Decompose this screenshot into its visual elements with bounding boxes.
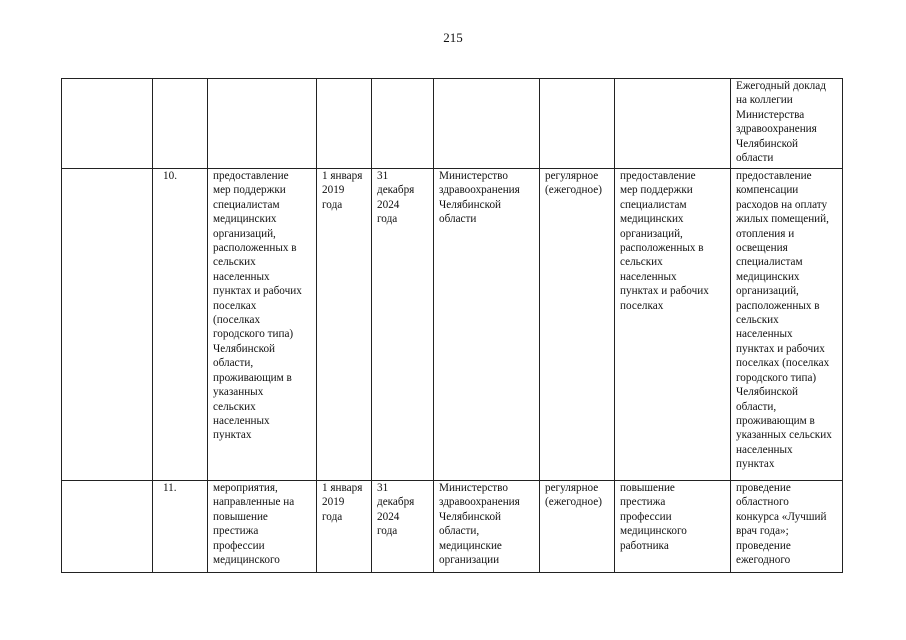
cell-text-line: освещения (736, 242, 788, 255)
cell-text-line: Челябинской (439, 198, 502, 211)
start-date-cell (317, 169, 372, 481)
cell-text-line: области, (439, 525, 480, 538)
cell-text-line: 2024 (377, 510, 400, 523)
cell-text-line: (ежегодное) (545, 496, 602, 509)
cell-text-line: расположенных в (620, 242, 704, 255)
cell-text-line: ежегодного (736, 554, 791, 567)
cell-text-line: Ежегодный доклад (736, 80, 826, 92)
cell-text-line: Министерство (439, 482, 508, 494)
cell-text-line: пунктах (213, 429, 252, 442)
cell-text-line: сельских (620, 256, 663, 269)
cell-text-line: Челябинской (736, 386, 799, 399)
result-cell (731, 481, 843, 573)
cell-text-line: предоставление (736, 170, 812, 182)
cell-text-line: специалистам (213, 198, 280, 211)
cell-text-line: профессии (620, 510, 672, 523)
cell-text-line: работника (620, 539, 669, 552)
cell-text-line: медицинских (213, 213, 277, 226)
cell-text-line: областного (736, 496, 789, 509)
cell-text-line: области, (736, 400, 777, 413)
cell-text-line: отопления и (736, 227, 795, 240)
cell-text-line: здравоохранения (736, 123, 817, 136)
cell-text-line: профессии (213, 539, 265, 552)
cell-text-line: указанных (213, 386, 264, 399)
cell-text-line: медицинского (213, 554, 280, 567)
cell-text-line: проживающим в (213, 371, 292, 384)
cell-text-line: пунктах (736, 458, 775, 471)
table-row (62, 169, 843, 481)
cell-text-line: организации (439, 554, 500, 567)
cell-text-line: (ежегодное) (545, 184, 602, 197)
periodicity-cell (540, 79, 615, 169)
cell-text-line: предоставление (620, 170, 696, 182)
periodicity-cell (540, 481, 615, 573)
cell-text-line: населенных (736, 443, 793, 456)
cell-text-line: направленные на (213, 496, 295, 509)
cell-text-line: Челябинской (736, 137, 799, 150)
table-row (62, 481, 843, 573)
cell-text-line: года (322, 510, 343, 523)
cell-text-line: Челябинской (439, 510, 502, 523)
blank-cell (62, 481, 153, 573)
cell-text-line: компенсации (736, 184, 799, 197)
cell-text-line: Челябинской (213, 342, 276, 355)
blank-cell (62, 169, 153, 481)
start-date-cell (317, 481, 372, 573)
cell-text-line: года (377, 213, 398, 226)
cell-text-line: населенных (620, 270, 677, 283)
row-number-cell: 10. (153, 169, 208, 481)
cell-text-line: специалистам (736, 256, 803, 269)
result-cell (731, 79, 843, 169)
measures-table (61, 78, 843, 573)
cell-text-line: мер поддержки (620, 184, 693, 197)
cell-text-line: сельских (213, 256, 256, 269)
cell-text-line: пунктах и рабочих (736, 342, 825, 355)
cell-text-line: Министерства (736, 108, 805, 121)
cell-text-line: врач года»; (736, 525, 789, 538)
cell-text-line: повышение (213, 510, 268, 523)
cell-text-line: 1 января (322, 170, 363, 182)
cell-text-line: указанных сельских (736, 429, 832, 442)
cell-text-line: расположенных в (213, 242, 297, 255)
cell-text-line: медицинские (439, 539, 502, 552)
cell-text-line: декабря (377, 496, 415, 509)
cell-text-line: городского типа) (213, 328, 294, 341)
cell-text-line: Министерство (439, 170, 508, 182)
cell-text-line: декабря (377, 184, 415, 197)
measure-name-cell (208, 481, 317, 573)
cell-text-line: населенных (213, 270, 270, 283)
cell-text-line: пунктах и рабочих (213, 285, 302, 298)
cell-text-line: 2019 (322, 496, 345, 509)
cell-text-line: медицинских (620, 213, 684, 226)
cell-text-line: мероприятия, (213, 482, 278, 494)
expected-result-cell (615, 481, 731, 573)
row-number-cell: 11. (153, 481, 208, 573)
cell-text-line: поселках (поселках (736, 357, 830, 370)
page-number: 215 (443, 30, 463, 45)
start-date-cell (317, 79, 372, 169)
cell-text-line: года (377, 525, 398, 538)
cell-text-line: регулярное (545, 482, 599, 494)
cell-text-line: регулярное (545, 170, 599, 182)
cell-text-line: медицинских (736, 270, 800, 283)
cell-text-line: пунктах и рабочих (620, 285, 709, 298)
cell-text-line: здравоохранения (439, 184, 520, 197)
expected-result-cell (615, 169, 731, 481)
executor-cell (434, 169, 540, 481)
cell-text-line: сельских (213, 400, 256, 413)
cell-text-line: 2019 (322, 184, 345, 197)
end-date-cell (372, 481, 434, 573)
blank-cell (62, 79, 153, 169)
cell-text-line: 31 (377, 482, 389, 494)
cell-text-line: организаций, (736, 285, 799, 298)
cell-text-line: престижа (213, 525, 259, 538)
cell-text-line: населенных (736, 328, 793, 341)
cell-text-line: населенных (213, 414, 270, 427)
cell-text-line: поселках (213, 299, 257, 312)
cell-text-line: на коллегии (736, 94, 793, 107)
result-cell (731, 169, 843, 481)
end-date-cell (372, 169, 434, 481)
cell-text-line: организаций, (620, 227, 683, 240)
cell-text-line: специалистам (620, 198, 687, 211)
cell-text-line: области, (213, 357, 254, 370)
cell-text-line: проведение (736, 539, 791, 552)
periodicity-cell (540, 169, 615, 481)
cell-text-line: повышение (620, 482, 675, 494)
cell-text-line: организаций, (213, 227, 276, 240)
measure-name-cell (208, 79, 317, 169)
cell-text-line: (поселках (213, 314, 261, 327)
cell-text-line: расходов на оплату (736, 198, 828, 211)
cell-text-line: престижа (620, 496, 666, 509)
cell-text-line: мер поддержки (213, 184, 286, 197)
cell-text-line: медицинского (620, 525, 687, 538)
row-number-cell (153, 79, 208, 169)
cell-text-line: предоставление (213, 170, 289, 182)
cell-text-line: городского типа) (736, 371, 817, 384)
cell-text-line: конкурса «Лучший (736, 510, 827, 523)
table-row (62, 79, 843, 169)
measure-name-cell (208, 169, 317, 481)
cell-text-line: поселках (620, 299, 664, 312)
executor-cell (434, 79, 540, 169)
cell-text-line: сельских (736, 314, 779, 327)
cell-text-line: 1 января (322, 482, 363, 494)
expected-result-cell (615, 79, 731, 169)
cell-text-line: жилых помещений, (736, 213, 829, 226)
end-date-cell (372, 79, 434, 169)
cell-text-line: проживающим в (736, 414, 815, 427)
cell-text-line: здравоохранения (439, 496, 520, 509)
cell-text-line: года (322, 198, 343, 211)
executor-cell (434, 481, 540, 573)
cell-text-line: расположенных в (736, 299, 820, 312)
cell-text-line: области (736, 152, 774, 165)
cell-text-line: области (439, 213, 477, 226)
cell-text-line: 31 (377, 170, 389, 182)
cell-text-line: проведение (736, 482, 791, 494)
cell-text-line: 2024 (377, 198, 400, 211)
